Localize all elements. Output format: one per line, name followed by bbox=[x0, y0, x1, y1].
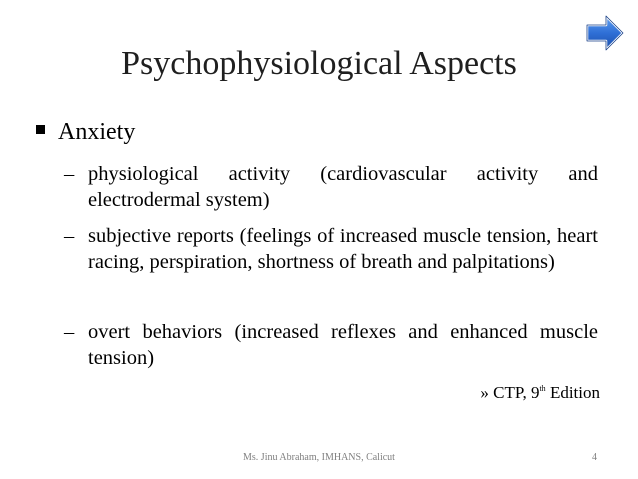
dash-bullet: – bbox=[64, 225, 75, 247]
square-bullet-icon bbox=[36, 125, 45, 134]
sub-bullet-overt bbox=[64, 320, 598, 371]
sub-bullet-text: overt behaviors (increased reflexes and enhanced muscle tension) bbox=[88, 321, 598, 369]
dash-bullet: – bbox=[64, 321, 75, 343]
sub-bullet-physiological bbox=[64, 162, 598, 213]
dash-bullet: – bbox=[64, 163, 75, 185]
citation-suffix: Edition bbox=[545, 383, 600, 402]
sub-bullet-subjective bbox=[64, 224, 598, 275]
slide-footer: Ms. Jinu Abraham, IMHANS, Calicut bbox=[243, 452, 395, 463]
slide-title: Psychophysiological Aspects bbox=[121, 45, 517, 82]
bullet-label: Anxiety bbox=[58, 119, 136, 145]
citation bbox=[480, 378, 600, 404]
sub-bullet-text: subjective reports (feelings of increased muscle tension, heart racing, perspiration, shortness of breath and palpitations) bbox=[88, 225, 598, 273]
sub-bullet-text: physiological activity (cardiovascular activity and electrodermal system) bbox=[88, 163, 598, 211]
citation-superscript: th bbox=[539, 384, 546, 393]
citation-marker: » bbox=[480, 383, 489, 402]
citation-prefix: CTP, 9 bbox=[493, 383, 540, 402]
bullet-anxiety bbox=[36, 118, 135, 146]
page-number: 4 bbox=[592, 452, 597, 463]
